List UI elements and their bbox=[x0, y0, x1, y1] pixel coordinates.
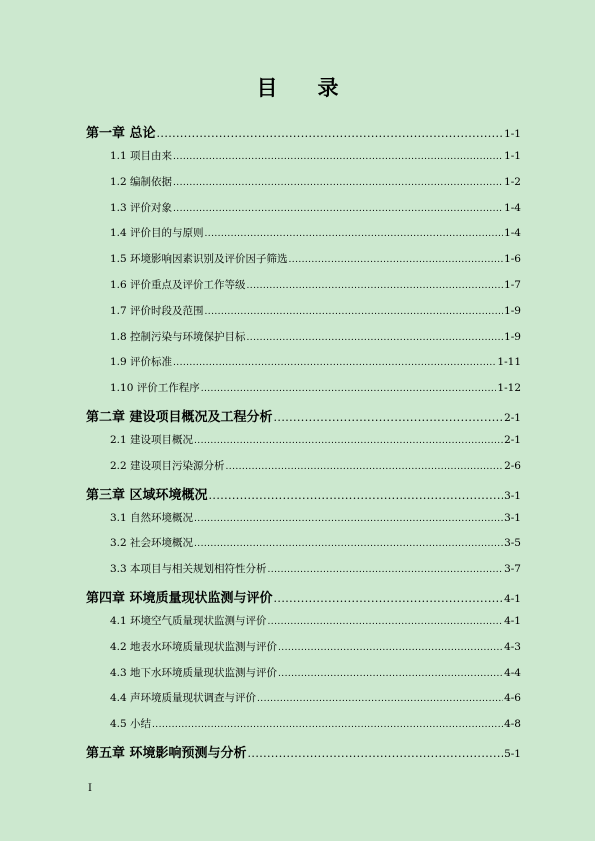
toc-page-number: 1-4 bbox=[504, 201, 521, 214]
toc-entry-label: 1.2 编制依据 bbox=[110, 175, 173, 188]
toc-page-number: 1-1 bbox=[504, 150, 521, 162]
toc-entry-label: 第四章 环境质量现状监测与评价 bbox=[86, 590, 273, 606]
toc-section-entry[interactable] bbox=[86, 148, 521, 174]
toc-page-number: 1-9 bbox=[504, 330, 521, 343]
dot-leader bbox=[278, 641, 503, 653]
toc-entry-label: 3.2 社会环境概况 bbox=[110, 537, 194, 550]
toc-entry-label: 第五章 环境影响预测与分析 bbox=[86, 745, 247, 761]
toc-section-entry[interactable] bbox=[86, 561, 521, 587]
dot-leader bbox=[274, 591, 504, 606]
toc-section-entry[interactable] bbox=[86, 690, 521, 716]
toc-entry-label: 1.3 评价对象 bbox=[110, 201, 173, 214]
toc-page-number: 1-2 bbox=[504, 175, 521, 188]
toc-entry-label: 第二章 建设项目概况及工程分析 bbox=[86, 409, 273, 425]
toc-entry-label: 1.10 评价工作程序 bbox=[110, 382, 200, 395]
dot-leader bbox=[209, 488, 504, 503]
dot-leader bbox=[289, 253, 504, 265]
dot-leader bbox=[173, 356, 496, 368]
toc-section-entry[interactable] bbox=[86, 225, 521, 251]
page-title bbox=[0, 72, 595, 102]
dot-leader bbox=[247, 279, 504, 291]
toc-page-number: 1-6 bbox=[504, 253, 521, 266]
toc-section-entry[interactable] bbox=[86, 458, 521, 484]
toc-entry-label: 1.4 评价目的与原则 bbox=[110, 227, 204, 240]
dot-leader bbox=[247, 331, 504, 343]
toc-section-entry[interactable] bbox=[86, 354, 521, 380]
toc-section-entry[interactable] bbox=[86, 535, 521, 561]
toc-entry-label: 1.5 环境影响因素识别及评价因子筛选 bbox=[110, 253, 288, 266]
toc-entry-label: 第一章 总论 bbox=[86, 126, 156, 141]
toc-section-entry[interactable] bbox=[86, 277, 521, 303]
toc-section-entry[interactable] bbox=[86, 510, 521, 536]
toc-page-number: 2-6 bbox=[504, 459, 521, 472]
toc-page-number: 3-1 bbox=[504, 511, 521, 524]
toc-page-number: 4-1 bbox=[504, 614, 521, 627]
dot-leader bbox=[173, 176, 503, 188]
toc-page-number: 1-7 bbox=[504, 278, 521, 291]
dot-leader bbox=[268, 615, 504, 627]
dot-leader bbox=[205, 227, 504, 239]
dot-leader bbox=[194, 512, 503, 524]
dot-leader bbox=[278, 667, 503, 679]
dot-leader bbox=[274, 410, 504, 425]
toc-entry-label: 4.4 声环境质量现状调查与评价 bbox=[110, 692, 257, 705]
toc-entry-label: 2.1 建设项目概况 bbox=[110, 433, 194, 446]
toc-page-number: 2-1 bbox=[504, 411, 521, 424]
toc-page-number: 4-1 bbox=[504, 592, 521, 605]
table-of-contents bbox=[86, 122, 521, 768]
toc-section-entry[interactable] bbox=[86, 716, 521, 742]
dot-leader bbox=[268, 563, 504, 575]
toc-entry-label: 1.1 项目由来 bbox=[110, 150, 173, 162]
toc-entry-label: 1.8 控制污染与环境保护目标 bbox=[110, 330, 246, 343]
dot-leader bbox=[257, 692, 503, 704]
toc-entry-label: 4.1 环境空气质量现状监测与评价 bbox=[110, 614, 267, 627]
dot-leader bbox=[194, 434, 503, 446]
toc-entry-label: 第三章 区域环境概况 bbox=[86, 487, 208, 503]
toc-chapter-entry[interactable] bbox=[86, 484, 521, 510]
toc-page-number: 3-5 bbox=[504, 537, 521, 550]
toc-section-entry[interactable] bbox=[86, 303, 521, 329]
dot-leader bbox=[194, 537, 503, 549]
footer-page-number: I bbox=[88, 783, 92, 794]
toc-page-number: 4-3 bbox=[504, 640, 521, 653]
toc-entry-label: 4.5 小结 bbox=[110, 718, 152, 731]
toc-page-number: 4-8 bbox=[504, 718, 521, 731]
toc-entry-label: 2.2 建设项目污染源分析 bbox=[110, 459, 225, 472]
toc-entry-label: 3.3 本项目与相关规划相符性分析 bbox=[110, 563, 267, 576]
toc-section-entry[interactable] bbox=[86, 329, 521, 355]
dot-leader bbox=[201, 382, 497, 394]
dot-leader bbox=[226, 460, 504, 472]
toc-entry-label: 1.7 评价时段及范围 bbox=[110, 304, 204, 317]
toc-entry-label: 1.6 评价重点及评价工作等级 bbox=[110, 278, 246, 291]
toc-entry-label: 1.9 评价标准 bbox=[110, 356, 173, 369]
toc-section-entry[interactable] bbox=[86, 639, 521, 665]
toc-page-number: 1-1 bbox=[504, 128, 521, 140]
toc-entry-label: 4.3 地下水环境质量现状监测与评价 bbox=[110, 666, 278, 679]
toc-page-number: 1-12 bbox=[497, 382, 521, 395]
toc-section-entry[interactable] bbox=[86, 200, 521, 226]
toc-page-number: 1-9 bbox=[504, 304, 521, 317]
toc-chapter-entry[interactable] bbox=[86, 587, 521, 613]
toc-section-entry[interactable] bbox=[86, 613, 521, 639]
dot-leader bbox=[173, 202, 503, 214]
toc-page-number: 1-11 bbox=[497, 356, 521, 369]
toc-page-number: 2-1 bbox=[504, 433, 521, 446]
toc-page-number: 1-4 bbox=[504, 227, 521, 240]
toc-chapter-entry[interactable] bbox=[86, 742, 521, 768]
toc-section-entry[interactable] bbox=[86, 665, 521, 691]
title-char-1: 目 bbox=[256, 75, 278, 100]
toc-page-number: 5-1 bbox=[504, 747, 521, 760]
toc-section-entry[interactable] bbox=[86, 174, 521, 200]
toc-entry-label: 3.1 自然环境概况 bbox=[110, 511, 194, 524]
title-char-2: 录 bbox=[317, 75, 339, 100]
toc-page-number: 3-7 bbox=[504, 563, 521, 576]
toc-page-number: 4-6 bbox=[504, 692, 521, 705]
dot-leader bbox=[152, 718, 503, 730]
toc-chapter-entry[interactable] bbox=[86, 122, 521, 148]
dot-leader bbox=[205, 305, 504, 317]
toc-section-entry[interactable] bbox=[86, 380, 521, 406]
dot-leader bbox=[248, 746, 504, 761]
toc-section-entry[interactable] bbox=[86, 251, 521, 277]
toc-page-number: 4-4 bbox=[504, 666, 521, 679]
toc-section-entry[interactable] bbox=[86, 432, 521, 458]
toc-page-number: 3-1 bbox=[504, 489, 521, 502]
dot-leader bbox=[173, 150, 503, 162]
toc-entry-label: 4.2 地表水环境质量现状监测与评价 bbox=[110, 640, 278, 653]
toc-chapter-entry[interactable] bbox=[86, 406, 521, 432]
dot-leader bbox=[157, 126, 504, 141]
